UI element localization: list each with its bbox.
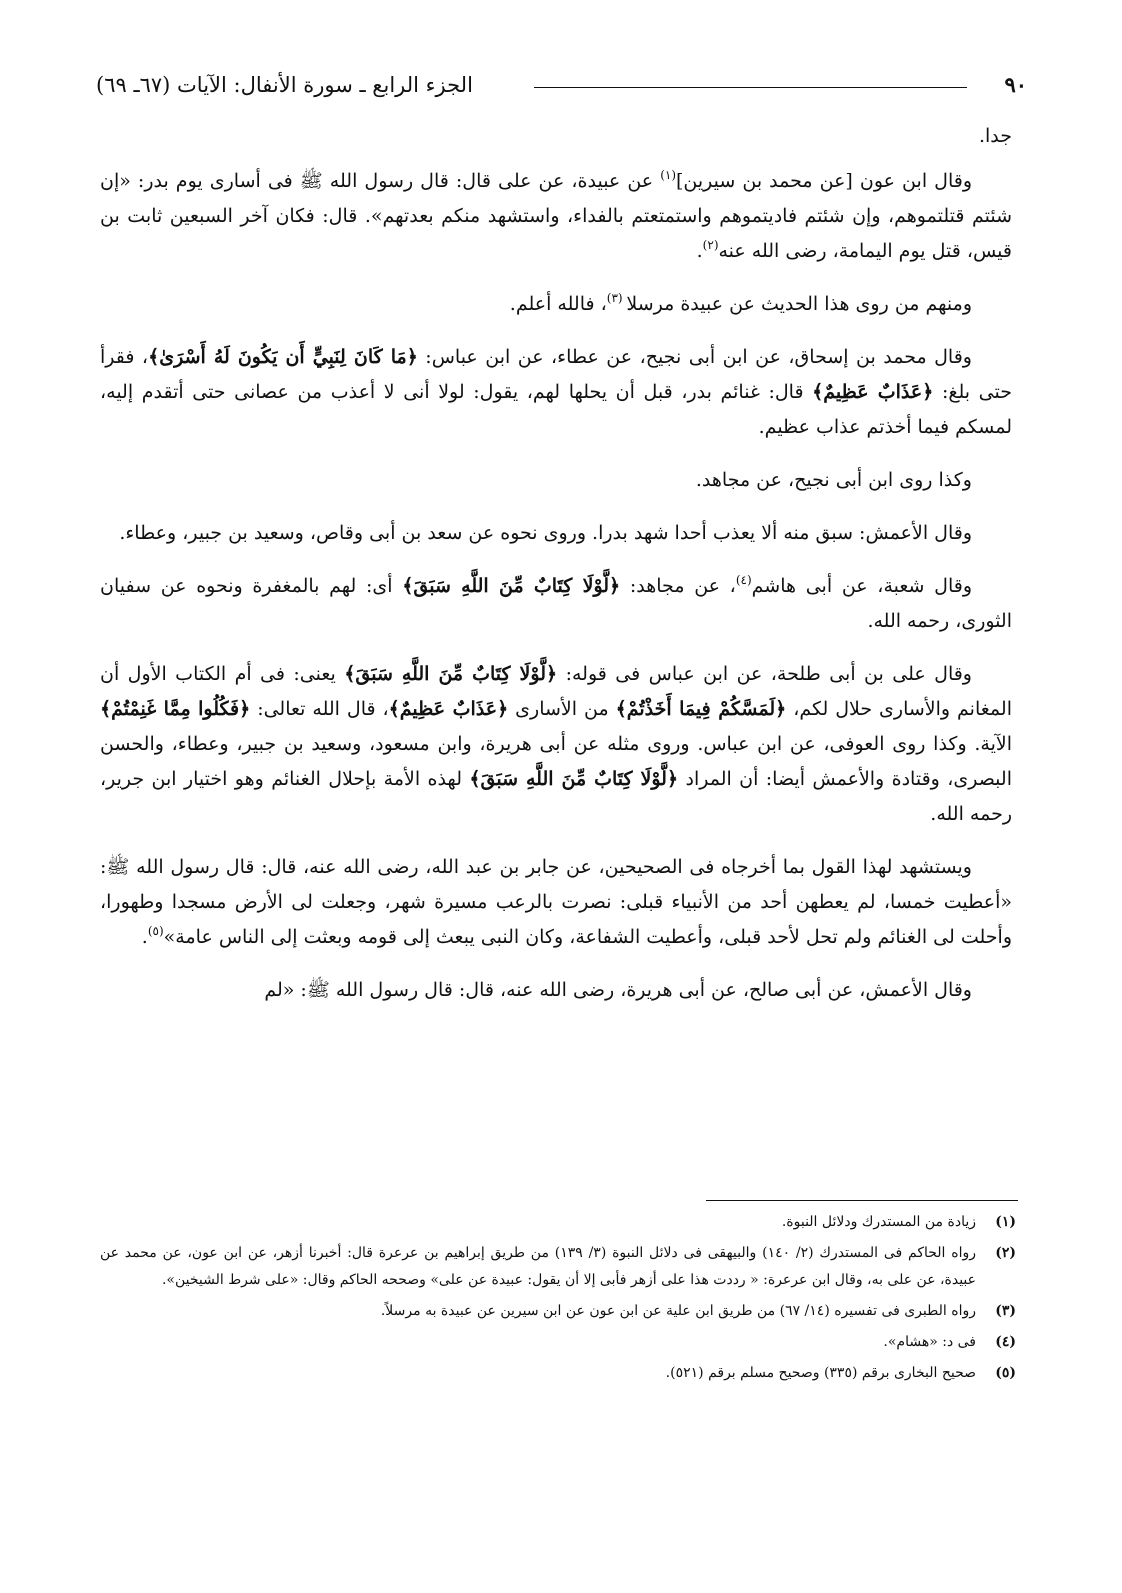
- footnote-number: (١): [995, 1214, 1016, 1230]
- footnote: [100, 1329, 1016, 1356]
- footnote-text: صحيح البخارى برقم (٣٣٥) وصحيح مسلم برقم (٥٢١).: [665, 1365, 976, 1381]
- quran-verse: ﴿عَذَابٌ عَظِيمٌ﴾: [388, 698, 509, 720]
- footnote-ref[interactable]: (٤): [735, 573, 752, 587]
- header-title: الجزء الرابع ـ سورة الأنفال: الآيات (٦٧ـ ٦٩): [96, 73, 473, 97]
- footnote-ref[interactable]: (١): [660, 168, 677, 182]
- footnote-number: (٢): [995, 1245, 1016, 1261]
- footnote-text: فى د: «هشام».: [883, 1334, 976, 1350]
- footnote-text: رواه الحاكم فى المستدرك (٢/ ١٤٠) والبيهقى فى دلائل النبوة (٣/ ١٣٩) من طريق إبراهيم بن عرعرة قال: أخبرنا أزهر، عن ابن عون، عن محمد عن عبيدة، عن على به، وقال ابن عرعرة: « رددت هذا على أزهر فأبى إلا أن يقول: عبيدة عن على» وصححه الحاكم وقال: «على شرط الشيخين».: [100, 1245, 976, 1288]
- paragraph: وقال محمد بن إسحاق، عن ابن أبى نجيح، عن عطاء، عن ابن عباس: ﴿مَا كَانَ لِنَبِيٍّ أَن يَكُونَ لَهُ أَسْرَىٰ﴾، فقرأ حتى بلغ: ﴿عَذَابٌ عَظِيمٌ﴾ قال: غنائم بدر، قبل أن يحلها لهم، يقول: لولا أنى لا أعذب من عصانى حتى أتقدم إليه، لمسكم فيما أخذتم عذاب عظيم.: [100, 346, 1012, 438]
- footnotes: [100, 1209, 1016, 1391]
- paragraph: وقال الأعمش، عن أبى صالح، عن أبى هريرة، رضى الله عنه، قال: قال رسول الله ﷺ: «لم: [264, 979, 972, 1001]
- footnote-separator: [706, 1200, 1018, 1201]
- footnote-ref[interactable]: (٢): [702, 238, 719, 252]
- header-rule: [534, 87, 967, 88]
- paragraph: وقال شعبة، عن أبى هاشم$^{(٤)}$، عن مجاهد: ﴿لَّوْلَا كِتَابٌ مِّنَ اللَّهِ سَبَقَ﴾ أى: لهم بالمغفرة ونحوه عن سفيان الثورى، رحمه الله.: [100, 573, 1012, 632]
- paragraph-continuation: جدا.: [978, 125, 1012, 147]
- quran-verse: ﴿لَّوْلَا كِتَابٌ مِّنَ اللَّهِ سَبَقَ﴾: [344, 663, 558, 685]
- footnote: [100, 1298, 1016, 1325]
- quran-verse: ﴿مَا كَانَ لِنَبِيٍّ أَن يَكُونَ لَهُ أَسْرَىٰ﴾: [148, 346, 418, 368]
- quran-verse: ﴿فَكُلُوا مِمَّا غَنِمْتُمْ﴾: [100, 698, 251, 720]
- footnote: [100, 1209, 1016, 1236]
- footnote-ref[interactable]: (٣): [606, 291, 627, 305]
- body-text: [100, 119, 1012, 1026]
- page-number: ٩٠: [1004, 72, 1027, 97]
- paragraph: وقال الأعمش: سبق منه ألا يعذب أحدا شهد بدرا. وروى نحوه عن سعد بن أبى وقاص، وسعيد بن جبير، وعطاء.: [119, 522, 972, 544]
- paragraph: وكذا روى ابن أبى نجيح، عن مجاهد.: [695, 469, 972, 491]
- paragraph: وقال ابن عون [عن محمد بن سيرين]$^{(١)}$ عن عبيدة، عن على قال: قال رسول الله ﷺ فى أسارى يوم بدر: «إن شئتم قتلتموهم، وإن شئتم فاديتموهم واستمتعتم بالفداء، واستشهد منكم بعدتهم». قال: فكان آخر السبعين ثابت بن قيس، قتل يوم اليمامة، رضى الله عنه$^{(٢)}$.: [100, 168, 1012, 262]
- footnote-number: (٤): [995, 1334, 1016, 1350]
- quran-verse: ﴿لَّوْلَا كِتَابٌ مِّنَ اللَّهِ سَبَقَ﴾: [469, 768, 679, 790]
- running-header: [96, 68, 1027, 108]
- quran-verse: ﴿عَذَابٌ عَظِيمٌ﴾: [812, 381, 934, 403]
- footnote-text: زيادة من المستدرك ودلائل النبوة.: [781, 1214, 976, 1230]
- footnote-ref[interactable]: (٥): [147, 924, 164, 938]
- footnote-text: رواه الطبرى فى تفسيره (١٤/ ٦٧) من طريق ابن علية عن ابن عون عن ابن سيرين عن عبيدة به مرسلاً.: [380, 1303, 976, 1319]
- paragraph: ويستشهد لهذا القول بما أخرجاه فى الصحيحين، عن جابر بن عبد الله، رضى الله عنه، قال: قال رسول الله ﷺ: «أعطيت خمسا، لم يعطهن أحد من الأنبياء قبلى: نصرت بالرعب مسيرة شهر، وجعلت لى الأرض مسجدا وطهورا، وأحلت لى الغنائم ولم تحل لأحد قبلى، وأعطيت الشفاعة، وكان النبى يبعث إلى قومه وبعثت إلى الناس عامة»$^{(٥)}$.: [100, 856, 1012, 948]
- quran-verse: ﴿لَمَسَّكُمْ فِيمَا أَخَذْتُمْ﴾: [615, 698, 787, 720]
- footnote-number: (٥): [995, 1365, 1016, 1381]
- footnote: [100, 1240, 1016, 1294]
- quran-verse: ﴿لَّوْلَا كِتَابٌ مِّنَ اللَّهِ سَبَقَ﴾: [402, 575, 621, 597]
- footnote-number: (٣): [995, 1303, 1016, 1319]
- footnote: [100, 1360, 1016, 1387]
- paragraph: وقال على بن أبى طلحة، عن ابن عباس فى قوله: ﴿لَّوْلَا كِتَابٌ مِّنَ اللَّهِ سَبَقَ﴾ يعنى: فى أم الكتاب الأول أن المغانم والأسارى حلال لكم، ﴿لَمَسَّكُمْ فِيمَا أَخَذْتُمْ﴾ من الأسارى ﴿عَذَابٌ عَظِيمٌ﴾، قال الله تعالى: ﴿فَكُلُوا مِمَّا غَنِمْتُمْ﴾ الآية. وكذا روى العوفى، عن ابن عباس. وروى مثله عن أبى هريرة، وابن مسعود، وسعيد بن جبير، وعطاء، والحسن البصرى، وقتادة والأعمش أيضا: أن المراد ﴿لَّوْلَا كِتَابٌ مِّنَ اللَّهِ سَبَقَ﴾ لهذه الأمة بإحلال الغنائم وهو اختيار ابن جرير، رحمه الله.: [100, 663, 1012, 825]
- paragraph: ومنهم من روى هذا الحديث عن عبيدة مرسلا $^{(٣)}$، فالله أعلم.: [509, 291, 972, 315]
